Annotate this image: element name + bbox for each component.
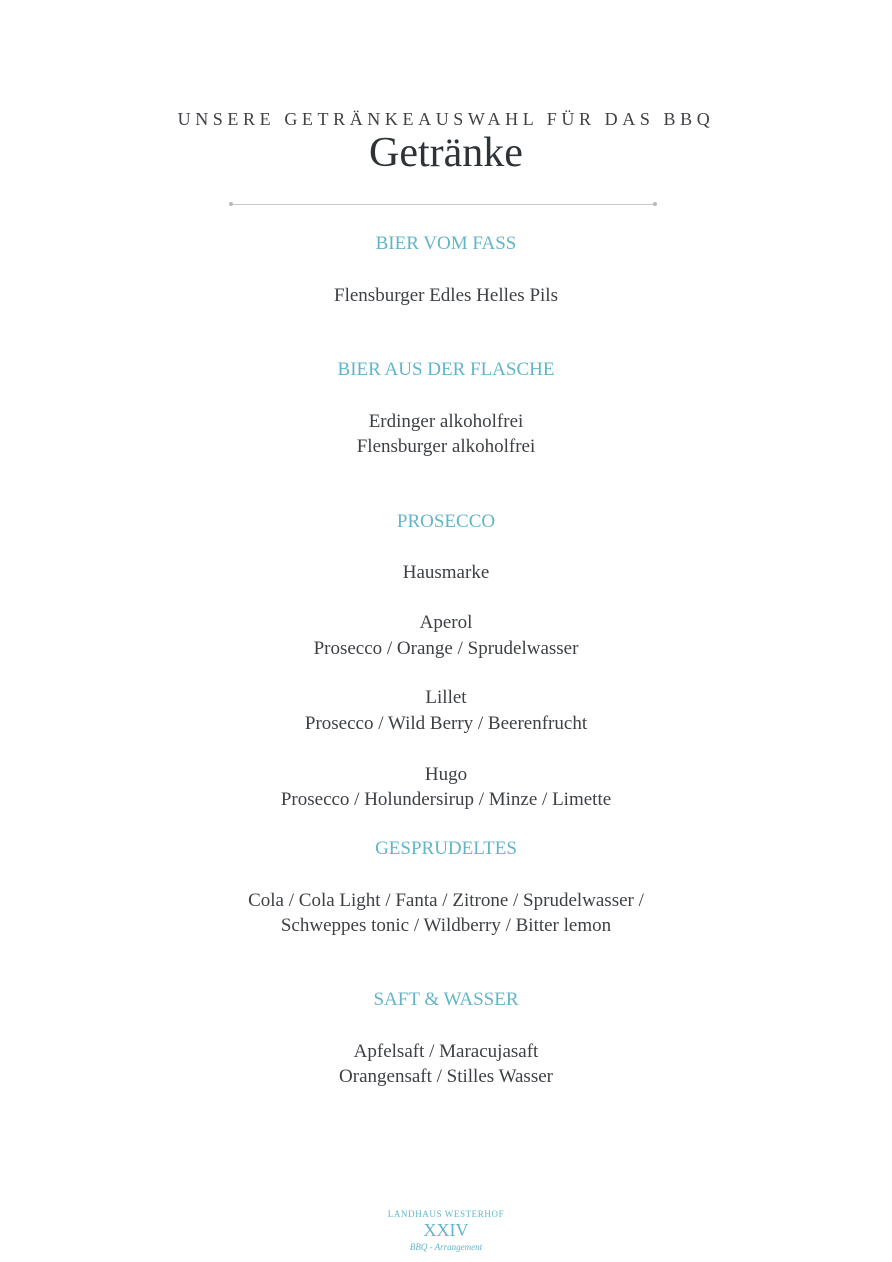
divider: [231, 204, 656, 205]
menu-line: Flensburger alkoholfrei: [356, 436, 536, 457]
menu-line: Lillet: [425, 687, 467, 708]
menu-line: Prosecco / Wild Berry / Beerenfrucht: [304, 713, 588, 734]
menu-line: Cola / Cola Light / Fanta / Zitrone / Sprudelwasser /: [248, 890, 644, 911]
menu-line: Hugo: [424, 764, 468, 785]
divider-dot-right: [653, 202, 657, 206]
page-subtitle: UNSERE GETRÄNKEAUSWAHL FÜR DAS BBQ: [177, 109, 715, 129]
menu-line: Hausmarke: [402, 562, 490, 583]
section-heading-saft-wasser: SAFT & WASSER: [373, 989, 519, 1010]
menu-line: Aperol: [419, 612, 473, 633]
menu-line: Prosecco / Holundersirup / Minze / Limette: [280, 789, 612, 810]
menu-line: Schweppes tonic / Wildberry / Bitter lemon: [280, 915, 612, 936]
menu-line: Orangensaft / Stilles Wasser: [339, 1066, 553, 1087]
menu-line: Apfelsaft / Maracujasaft: [353, 1041, 539, 1062]
footer-brand: LANDHAUS WESTERHOF: [387, 1209, 505, 1219]
menu-line: Prosecco / Orange / Sprudelwasser: [313, 638, 579, 659]
section-heading-bier-vom-fass: BIER VOM FASS: [375, 233, 517, 254]
divider-dot-left: [229, 202, 233, 206]
section-heading-prosecco: PROSECCO: [396, 511, 496, 532]
footer-subtitle: BBQ - Arrangement: [409, 1242, 483, 1252]
section-heading-gesprudeltes: GESPRUDELTES: [375, 838, 517, 859]
section-heading-bier-aus-der-flasche: BIER AUS DER FLASCHE: [337, 359, 555, 380]
page-number: XXIV: [423, 1220, 469, 1240]
page-title: Getränke: [369, 130, 523, 176]
menu-line: Erdinger alkoholfrei: [368, 411, 524, 432]
menu-line: Flensburger Edles Helles Pils: [334, 285, 558, 306]
